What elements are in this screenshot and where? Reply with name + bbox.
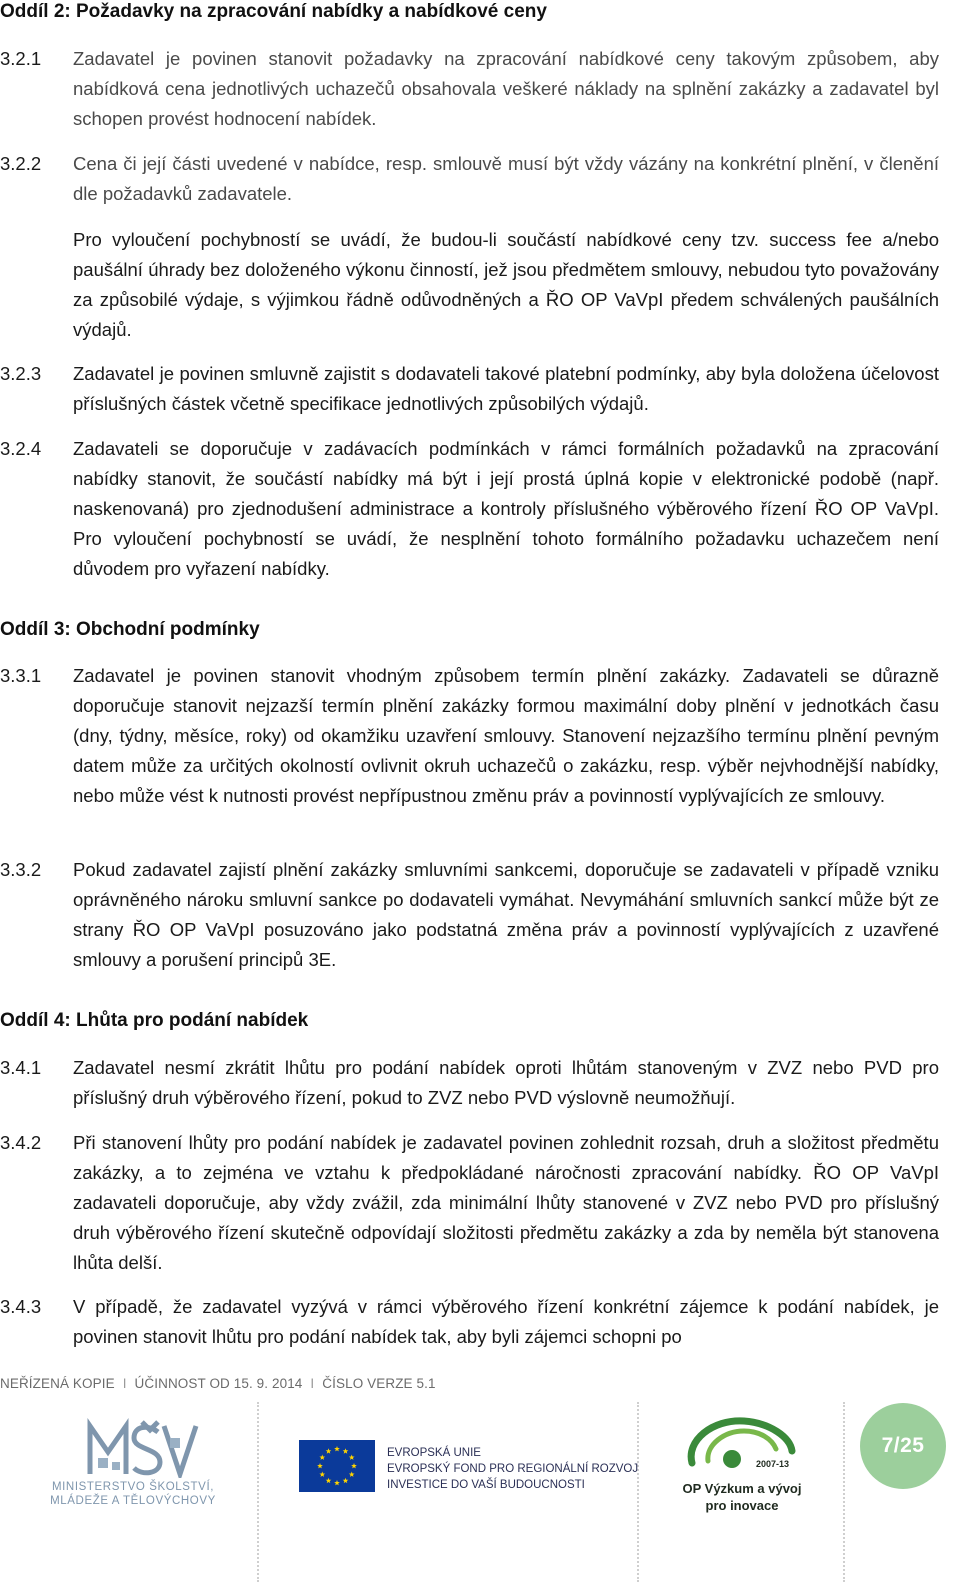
clause-paragraph: Při stanovení lhůty pro podání nabídek je zadavatel povinen zohlednit rozsah, druh a složitost předmětu zakázky, a to zejména ve vztahu k předpokládané náročnosti zpracování nabídky. ŘO OP VaVpI zadavateli doporučuje, aby vždy zvážil, zda minimální lhůty stanovené v ZVZ nebo PVD pro příslušný druh výběrového řízení skutečně odpovídají složitosti předmětu zakázky a zda by neměla být stanovena lhůta delší. bbox=[73, 1132, 939, 1273]
clause-number: 3.2.3 bbox=[0, 363, 42, 384]
clause-3-2-1 bbox=[0, 44, 945, 134]
clause-3-2-3 bbox=[0, 359, 945, 419]
footer-divider bbox=[843, 1402, 845, 1582]
msmt-emblem-icon bbox=[38, 1418, 228, 1478]
clause-number: 3.3.2 bbox=[0, 859, 42, 880]
clause-paragraph: Zadavateli se doporučuje v zadávacích podmínkách v rámci formálních požadavků na zpracování nabídky stanovit, že součástí nabídky má být i její prostá úplná kopie v elektronické podobě (např. naskenovaná) pro zjednodušení administrace a kontroly příslušného výběrového řízení ŘO OP VaVpI. Pro vyloučení pochybností se uvádí, že nesplnění tohoto formálního požadavku uchazečem není důvodem pro vyřazení nabídky. bbox=[73, 438, 939, 579]
clause-paragraph: Zadavatel je povinen stanovit vhodným způsobem termín plnění zakázky. Zadavateli se důrazně doporučuje stanovit nejzazší termín plnění zakázky formou maximální doby plnění v jednotkách času (dny, týdny, měsíce, roky) od okamžiku uzavření smlouvy. Stanovení nejzazšího termínu plnění pevným datem může za určitých okolností ovlivnit okruh uchazečů o zakázku, resp. výběr nejvhodnější nabídky, nebo může vést k nutnosti provést nepřípustnou změnu práv a povinností vyplývajících ze smlouvy. bbox=[73, 665, 939, 806]
eu-logo bbox=[297, 1437, 639, 1505]
clause-paragraph: Zadavatel nesmí zkrátit lhůtu pro podání nabídek oproti lhůtám stanoveným v ZVZ nebo PVD pro příslušný druh výběrového řízení, pokud to ZVZ nebo PVD výslovně neumožňují. bbox=[73, 1057, 939, 1108]
eu-flag-icon bbox=[299, 1440, 375, 1492]
op-emblem-icon bbox=[672, 1415, 812, 1477]
clause-number: 3.2.4 bbox=[0, 438, 42, 459]
clause-paragraph: Cena či její části uvedené v nabídce, resp. smlouvě musí být vždy vázány na konkrétní plnění, v členění dle požadavků zadavatele. bbox=[73, 153, 939, 204]
msmt-label-line: MINISTERSTVO ŠKOLSTVÍ, bbox=[51, 1481, 215, 1493]
eu-label-line: EVROPSKÁ UNIE bbox=[387, 1447, 481, 1459]
clause-paragraph: Zadavatel je povinen smluvně zajistit s dodavateli takové platební podmínky, aby byla doložena účelovost příslušných částek včetně specifikace jednotlivých způsobilých výdajů. bbox=[73, 363, 939, 414]
op-vavpi-logo bbox=[672, 1415, 812, 1525]
clause-3-3-1 bbox=[0, 661, 945, 811]
eu-label-line: EVROPSKÝ FOND PRO REGIONÁLNÍ ROZVOJ bbox=[387, 1463, 639, 1475]
eu-label bbox=[387, 1445, 638, 1493]
op-years: 2007-13 bbox=[756, 1459, 790, 1469]
copy-status: NEŘÍZENÁ KOPIE bbox=[0, 1376, 115, 1391]
clause-3-4-3 bbox=[0, 1292, 945, 1352]
footer-status-line bbox=[0, 1376, 436, 1391]
msmt-label bbox=[38, 1480, 228, 1508]
footer-divider bbox=[257, 1402, 259, 1582]
clause-3-2-4 bbox=[0, 434, 945, 584]
clause-number: 3.4.3 bbox=[0, 1296, 42, 1317]
clause-number: 3.4.2 bbox=[0, 1132, 42, 1153]
clause-3-4-1 bbox=[0, 1053, 945, 1113]
msmt-label-line: MLÁDEŽE A TĚLOVÝCHOVY bbox=[50, 1495, 216, 1507]
clause-paragraph: Pokud zadavatel zajistí plnění zakázky smluvními sankcemi, doporučuje se zadavateli v případě vzniku oprávněného nároku smluvní sankce po dodavateli vymáhat. Nevymáhání smluvních sankcí může být ze strany ŘO OP VaVpI posuzováno jako podstatná změna práv a povinností vyplývajících z uzavřené smlouvy a porušení principů 3E. bbox=[73, 859, 939, 970]
effective-date: ÚČINNOST OD 15. 9. 2014 bbox=[134, 1376, 303, 1391]
separator: I bbox=[122, 1376, 127, 1391]
section-heading: Oddíl 2: Požadavky na zpracování nabídky a nabídkové ceny bbox=[0, 1, 547, 22]
section-heading: Oddíl 3: Obchodní podmínky bbox=[0, 619, 260, 640]
clause-number: 3.2.2 bbox=[0, 153, 42, 174]
clause-3-4-2 bbox=[0, 1128, 945, 1278]
page-number-badge bbox=[860, 1403, 946, 1489]
op-label-line: OP Výzkum a vývoj bbox=[682, 1481, 802, 1496]
clause-number: 3.4.1 bbox=[0, 1057, 42, 1078]
msmt-logo bbox=[38, 1418, 228, 1518]
clause-paragraph: V případě, že zadavatel vyzývá v rámci výběrového řízení konkrétní zájemce k podání nabídek, je povinen stanovit lhůtu pro podání nabídek tak, aby byli zájemci schopni po bbox=[73, 1296, 939, 1347]
op-label-line: pro inovace bbox=[705, 1498, 779, 1513]
clause-paragraph: Zadavatel je povinen stanovit požadavky na zpracování nabídkové ceny takovým způsobem, aby nabídková cena jednotlivých uchazečů obsahovala veškeré náklady na splnění zakázky a zadavatel byl schopen provést hodnocení nabídek. bbox=[73, 48, 939, 129]
clause-3-2-2 bbox=[0, 149, 945, 345]
clause-number: 3.2.1 bbox=[0, 48, 42, 69]
version-number: ČÍSLO VERZE 5.1 bbox=[322, 1376, 436, 1391]
page-number: 7/25 bbox=[881, 1434, 925, 1457]
clause-3-3-2 bbox=[0, 855, 945, 975]
op-label bbox=[672, 1480, 812, 1514]
clause-paragraph: Pro vyloučení pochybností se uvádí, že budou-li součástí nabídkové ceny tzv. success fee a/nebo paušální úhrady bez doloženého výkonu činností, jež jsou předmětem smlouvy, nebudou tyto považovány za způsobilé výdaje, s výjimkou řádně odůvodněných a ŘO OP VaVpI předem schválených paušálních výdajů. bbox=[73, 229, 939, 340]
section-heading: Oddíl 4: Lhůta pro podání nabídek bbox=[0, 1010, 309, 1031]
clause-number: 3.3.1 bbox=[0, 665, 42, 686]
separator: I bbox=[310, 1376, 315, 1391]
eu-label-line: INVESTICE DO VAŠÍ BUDOUCNOSTI bbox=[387, 1479, 585, 1491]
